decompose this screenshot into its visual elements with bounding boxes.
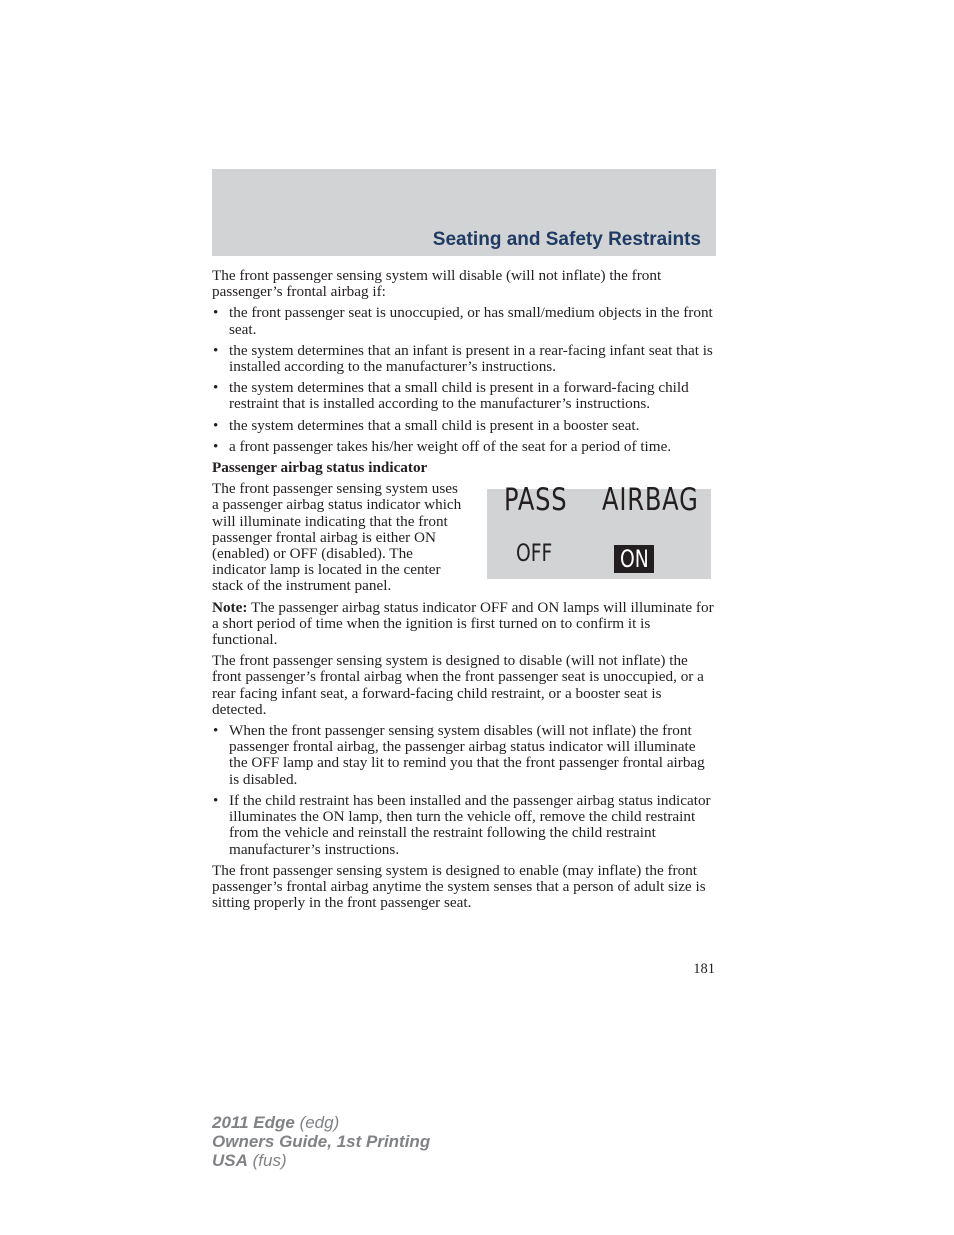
list-item: • a front passenger takes his/her weight off of the seat for a period of time. — [213, 437, 672, 455]
section-header-band — [212, 169, 716, 256]
indicator-off-lamp: OFF — [516, 539, 553, 568]
indicator-behavior-list — [212, 723, 716, 858]
indicator-airbag-label: AIRBAG — [602, 482, 699, 519]
list-item: • the front passenger seat is unoccupied, or has small/medium objects in the front seat. — [213, 304, 713, 338]
note-paragraph: Note: The passenger airbag status indicator OFF and ON lamps will illuminate for a short period of time when the ignition is first turned on to confirm it is functional. — [212, 598, 714, 649]
bullet-icon: • — [213, 304, 219, 322]
footer-line-region: USA (fus) — [212, 1151, 287, 1170]
list-item: • If the child restraint has been installed and the passenger airbag status indicator illuminates the ON lamp, then turn the vehicle off, remove the child restraint from the vehicle and reinstall the restraint following the child restraint manufacturer’s instructions. — [213, 791, 711, 858]
status-indicator-paragraph: The front passenger sensing system uses a passenger airbag status indicator which will illuminate indicating that the front passenger frontal airbag is either ON (enabled) or OFF (disabled). The indicator lamp is located in the center stack of the instrument panel. — [212, 480, 462, 595]
list-item: • the system determines that a small child is present in a forward-facing child restraint that is installed according to the manufacturer’s instructions. — [213, 379, 689, 413]
list-item: • the system determines that an infant is present in a rear-facing infant seat that is installed according to the manufacturer’s instructions. — [213, 341, 713, 376]
status-indicator-section — [212, 481, 716, 594]
page-content — [212, 268, 716, 916]
footer-line-model: 2011 Edge (edg) — [212, 1113, 340, 1132]
list-item: • the system determines that a small child is present in a booster seat. — [213, 416, 640, 434]
bullet-icon: • — [213, 416, 219, 434]
enable-paragraph: The front passenger sensing system is designed to enable (may inflate) the front passenger’s frontal airbag anytime the system senses that a person of adult size is sitting properly in the front passenger seat. — [212, 861, 706, 912]
bullet-icon: • — [213, 722, 219, 740]
bullet-icon: • — [213, 379, 219, 397]
list-item: • When the front passenger sensing system disables (will not inflate) the front passenger frontal airbag, the passenger airbag status indicator will illuminate the OFF lamp and stay lit to remind you that the front passenger frontal airbag is disabled. — [213, 722, 705, 788]
airbag-status-indicator-illustration — [487, 482, 711, 579]
disable-conditions-list — [212, 305, 716, 455]
bullet-icon: • — [213, 341, 219, 359]
bullet-icon: • — [213, 437, 219, 455]
indicator-pass-label: PASS — [504, 482, 568, 519]
section-title: Seating and Safety Restraints — [432, 229, 701, 250]
intro-paragraph: The front passenger sensing system will disable (will not inflate) the front passenger’s frontal airbag if: — [212, 267, 662, 301]
indicator-on-lamp: ON — [614, 545, 654, 573]
design-paragraph: The front passenger sensing system is designed to disable (will not inflate) the front passenger’s frontal airbag when the front passenger seat is unoccupied, or a rear facing infant seat, a forward-facing child restraint, or a booster seat is detected. — [212, 652, 704, 718]
page-number: 181 — [693, 961, 715, 977]
note-label: Note: — [212, 598, 248, 616]
footer-line-printing: Owners Guide, 1st Printing — [212, 1132, 431, 1151]
bullet-icon: • — [213, 791, 219, 809]
status-indicator-heading: Passenger airbag status indicator — [212, 459, 428, 477]
footer-edition-info — [212, 1113, 430, 1170]
